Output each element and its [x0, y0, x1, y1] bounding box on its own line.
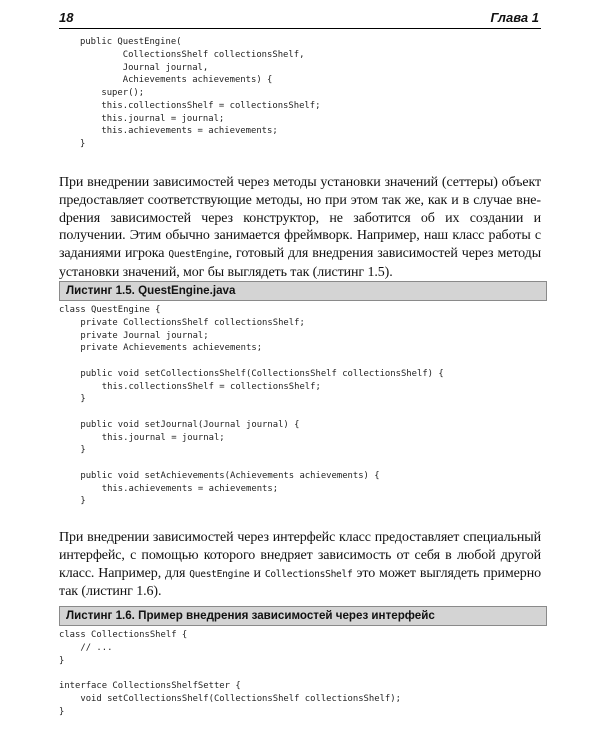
paragraph-setter-injection [59, 174, 541, 282]
inline-code: CollectionsShelf [264, 568, 353, 580]
running-head [59, 8, 541, 29]
paragraph-text: это может выглядеть примерно так (листинг 1.6). [59, 565, 541, 600]
paragraph-text: и [249, 565, 265, 581]
code-block-constructor: public QuestEngine( CollectionsShelf collectionsShelf, Journal journal, Achievements achievements) { super(); this.collectionsShelf = collectionsShelf; this.journal = journal; this.achievements = achievements; } [80, 37, 321, 149]
listing-title: Листинг 1.6. Пример внедрения зависимостей через интерфейс [59, 606, 547, 626]
paragraph-text: При внедрении зависимостей через методы установки значений (сеттеры) объект предоставляет соответствующие методы, но при этом так же, как и в случае внеdрения зависимостей через конструктор, не заботится об их создании и получении. Этим обычно занимается фреймворк. Например, наш класс работы с заданиями игрока [59, 175, 541, 262]
paragraph-interface-injection [59, 529, 541, 601]
page-number: 18 [59, 10, 74, 25]
listing-title: Листинг 1.5. QuestEngine.java [59, 281, 547, 301]
paragraph-text: При внедрении зависимостей через интерфейс класс предоставляет специальный интерфейс, с помощью которого внедряет зависимость от себя в любой другой класс. Например, для [59, 530, 541, 581]
inline-code: QuestEngine [189, 568, 250, 580]
inline-code: QuestEngine [168, 249, 229, 261]
code-listing-1-6: class CollectionsShelf { // ... } interface CollectionsShelfSetter { void setCollectionsShelf(CollectionsShelf collectionsShelf); } [59, 630, 401, 717]
paragraph-text: , готовый для внедрения зависимостей через методы установки значений, мог бы выглядеть так (листинг 1.5). [59, 246, 541, 280]
code-listing-1-5: class QuestEngine { private CollectionsShelf collectionsShelf; private Journal journal; private Achievements achievements; public void setCollectionsShelf(CollectionsShelf collectionsShelf) { this.collectionsShelf = collectionsShelf; } public void setJournal(Journal journal) { this.journal = journal; } public void setAchievements(Achievements achievements) { this.achievements = achievements; } [59, 305, 444, 507]
chapter-title: Глава 1 [490, 10, 539, 25]
